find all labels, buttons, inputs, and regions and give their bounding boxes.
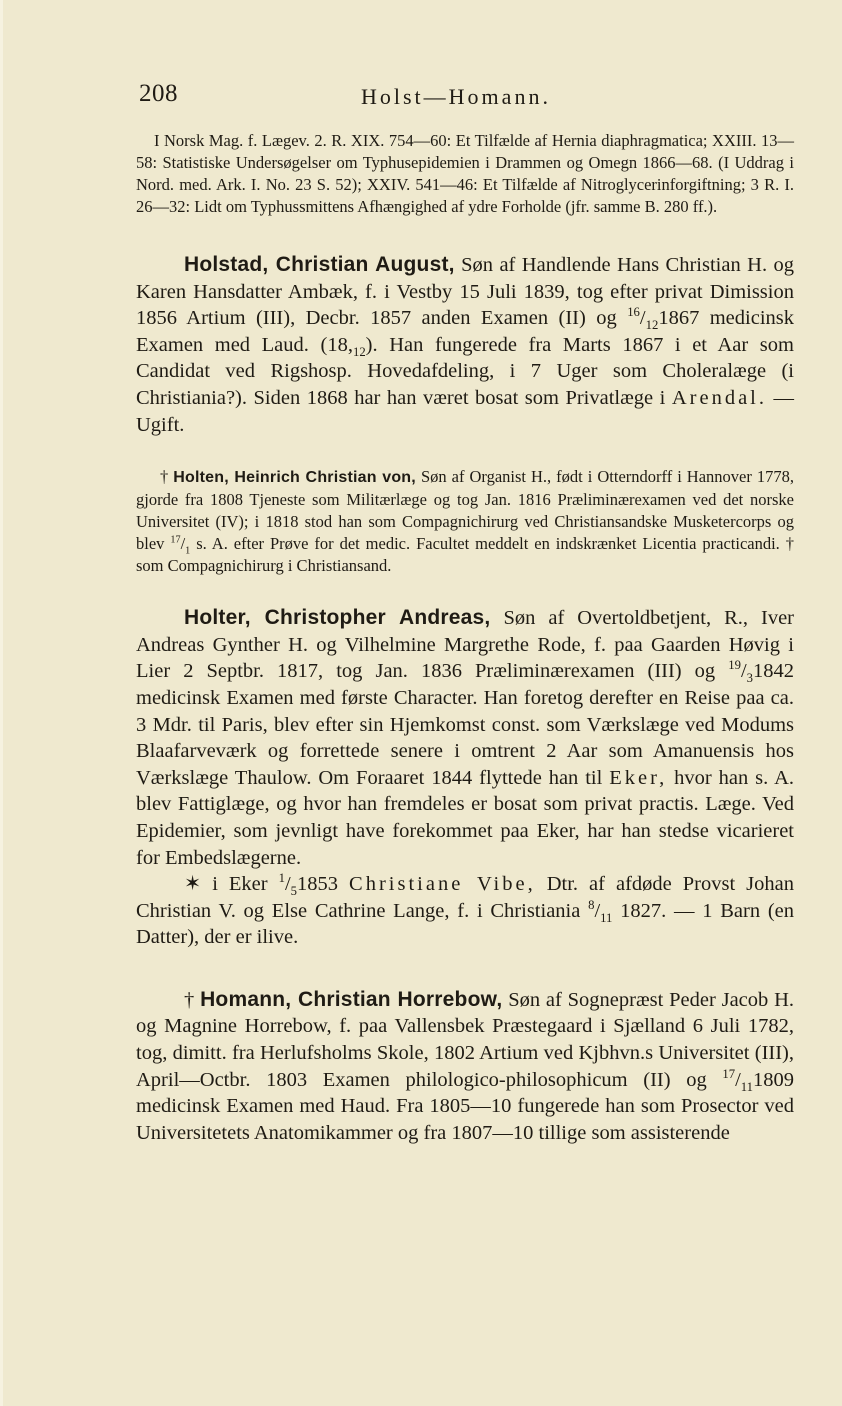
entry-name: Holter, Christopher Andreas, (184, 606, 491, 630)
dagger-symbol: † (160, 467, 169, 487)
page-header (139, 80, 789, 110)
spouse-name: Christiane Vibe, (349, 873, 536, 896)
place-name: Eker, (609, 766, 668, 789)
running-head: Holst—Homann. (361, 84, 551, 109)
dagger-symbol: † (184, 988, 195, 1011)
entry-name: Holstad, Christian August, (184, 253, 455, 276)
entry-holten: † Holten, Heinrich Christian von, Søn af Organist H., født i Otterndorff i Hannover 1778, gjorde fra 1808 Tjeneste som Militærlæge og tog Jan. 1816 Præliminærexamen ved det norske Universitet (IV); i 1818 stod han som Compagnichirurg ved Christiansandske Musketercorps og blev $^{17}/_1$ s. A. efter Prøve for det medic. Facultet meddelt en indskrænket Licentia practicandi. † som Compagnichirurg i Christiansand. (136, 467, 794, 576)
entry-holter: Holter, Christopher Andreas, Søn af Overtoldbetjent, R., Iver Andreas Gynther H. og Vilhelmine Margrethe Rode, f. paa Gaarden Høvig i Lier 2 Septbr. 1817, tog Jan. 1836 Præliminærexamen (III) og $^{19}/_31842$ medicinsk Examen med første Character. Han foretog derefter en Reise paa ca. 3 Mdr. til Paris, blev efter sin Hjemkomst const. som Værkslæge ved Modums Blaafarveværk og forrettede senere i omtrent 2 Aar som Amanuensis hos Værkslæge Thaulow. Om Foraaret 1844 flyttede han til Eker, hvor han s. A. blev Fattiglæge, og hvor han fremdeles er bosat som privat practis. Læge. Ved Epidemier, som jevnligt have forekommet paa Eker, har han stedse vicarieret for Embedslægerne. ✶ i Eker $^1/_51853$ Christiane Vibe, Dtr. af afdøde Provst Johan Christian V. og Else Cathrine Lange, f. i Christiania $^8/_{11}$ 1827. — 1 Barn (en Datter), der er ilive. (136, 606, 794, 949)
entry-name: Homann, Christian Horrebow, (200, 987, 503, 1011)
entry-name: Holten, Heinrich Christian von, (173, 469, 416, 487)
marriage-symbol: ✶ (184, 873, 202, 896)
place-name: Arendal. (671, 386, 767, 409)
entry-homann: † Homann, Christian Horrebow, Søn af Sognepræst Peder Jacob H. og Magnine Horrebow, f. paa Vallensbek Præstegaard i Sjælland 6 Juli 1782, tog, dimitt. fra Herlufsholms Skole, 1802 Artium ved Kjbhvn.s Universitet (III), April—Octbr. 1803 Examen philologico-philosophicum (II) og $^{17}/_{11}1809$ medicinsk Examen med Haud. Fra 1805—10 fungerede han som Prosector ved Universitetets Anatomikammer og fra 1807—10 tillige som assisterende (136, 987, 795, 1144)
dagger-symbol: † (785, 534, 794, 554)
page-body (136, 130, 794, 1146)
intro-paragraph: I Norsk Mag. f. Lægev. 2. R. XIX. 754—60: Et Tilfælde af Hernia diaphragmatica; XXIII. 13—58: Statistiske Undersøgelser om Typhusepidemien i Drammen og Omegn 1866—68. (I Uddrag i Nord. med. Ark. I. No. 23 S. 52); XXIV. 541—46: Et Tilfælde af Nitroglycerinforgiftning; 3 R. I. 26—32: Lidt om Typhussmittens Afhængighed af ydre Forholde (jfr. samme B. 280 ff.). (136, 131, 794, 216)
page-number: 208 (139, 80, 178, 107)
entry-holstad: Holstad, Christian August, Søn af Handlende Hans Christian H. og Karen Hansdatter Ambæk, f. i Vestby 15 Juli 1839, tog efter privat Dimission 1856 Artium (III), Decbr. 1857 anden Examen (II) og $^{16}/_{12}1867$ medicinsk Examen med Laud. $(18,_{12})$. Han fungerede fra Marts 1867 i et Aar som Candidat ved Rigshosp. Hovedafdeling, i 7 Uger som Choleralæge (i Christiania?). Siden 1868 har han været bosat som Privatlæge i Arendal. — Ugift. (136, 253, 795, 436)
